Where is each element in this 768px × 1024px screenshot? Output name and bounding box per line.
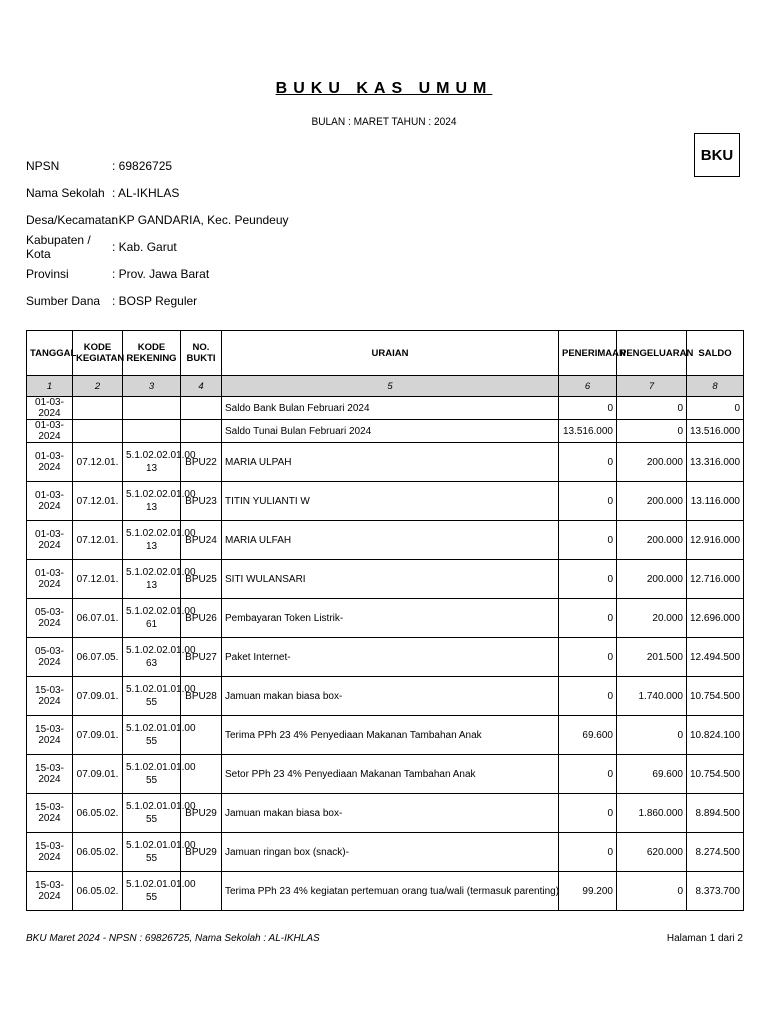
info-label: Provinsi (26, 266, 69, 281)
cell-no-bukti (181, 755, 222, 794)
rekening-code: 5.1.02.01.01.00 (126, 762, 196, 773)
cell-saldo: 13.116.000 (687, 482, 744, 521)
cell-pengeluaran: 20.000 (617, 599, 687, 638)
table-row (27, 833, 744, 872)
rekening-suffix: 13 (145, 502, 158, 513)
info-value: : Prov. Jawa Barat (112, 266, 210, 281)
info-row-regency (26, 233, 289, 260)
cell-penerimaan: 0 (559, 443, 617, 482)
cell-penerimaan: 0 (559, 755, 617, 794)
cell-uraian: Jamuan ringan box (snack)- (222, 833, 559, 872)
column-number: 5 (222, 376, 559, 397)
page-number: Halaman 1 dari 2 (666, 933, 743, 944)
footer-note: BKU Maret 2024 - NPSN : 69826725, Nama Sekolah : AL-IKHLAS (26, 933, 320, 944)
column-number: 8 (687, 376, 744, 397)
info-value: : AL-IKHLAS (112, 185, 180, 200)
rekening-code: 5.1.02.01.01.00 (126, 723, 196, 734)
cell-kode-kegiatan: 07.09.01. (73, 716, 123, 755)
info-label: Nama Sekolah (26, 185, 105, 200)
info-label: Kabupaten / Kota (26, 232, 91, 261)
rekening-suffix: 13 (145, 580, 158, 591)
cell-kode-kegiatan (73, 397, 123, 420)
cell-pengeluaran: 200.000 (617, 521, 687, 560)
cell-kode-rekening (123, 420, 181, 443)
cell-uraian: MARIA ULFAH (222, 521, 559, 560)
cell-uraian: Pembayaran Token Listrik- (222, 599, 559, 638)
cell-pengeluaran: 0 (617, 397, 687, 420)
rekening-suffix: 55 (145, 814, 158, 825)
rekening-suffix: 55 (145, 853, 158, 864)
cell-kode-rekening (123, 872, 196, 911)
cell-uraian: MARIA ULPAH (222, 443, 559, 482)
cell-penerimaan: 0 (559, 677, 617, 716)
header-kode-rekening: KODE REKENING (123, 331, 181, 376)
rekening-code: 5.1.02.02.01.00 (126, 489, 196, 500)
cell-no-bukti: BPU29 (181, 833, 222, 872)
cell-kode-kegiatan: 07.12.01. (73, 521, 123, 560)
cell-kode-kegiatan: 06.05.02. (73, 833, 123, 872)
info-row-school (26, 179, 289, 206)
cell-tanggal: 01-03-2024 (27, 420, 73, 443)
cell-penerimaan: 13.516.000 (559, 420, 617, 443)
cell-no-bukti: BPU26 (181, 599, 222, 638)
cell-saldo: 12.696.000 (687, 599, 744, 638)
cell-saldo: 13.516.000 (687, 420, 744, 443)
cell-tanggal: 01-03-2024 (27, 397, 73, 420)
cell-pengeluaran: 0 (617, 716, 687, 755)
table-row (27, 638, 744, 677)
cell-no-bukti (181, 872, 222, 911)
cell-kode-rekening (123, 833, 196, 872)
info-label: Desa/Kecamatan (26, 212, 119, 227)
cell-penerimaan: 0 (559, 833, 617, 872)
cell-pengeluaran: 69.600 (617, 755, 687, 794)
table-row (27, 755, 744, 794)
cell-tanggal: 15-03-2024 (27, 872, 73, 911)
cell-saldo: 8.274.500 (687, 833, 744, 872)
cell-no-bukti: BPU24 (181, 521, 222, 560)
cell-tanggal: 15-03-2024 (27, 794, 73, 833)
cell-saldo: 12.716.000 (687, 560, 744, 599)
table-row (27, 443, 744, 482)
cell-tanggal: 01-03-2024 (27, 521, 73, 560)
cell-pengeluaran: 201.500 (617, 638, 687, 677)
info-value: : BOSP Reguler (112, 293, 198, 308)
cell-no-bukti: BPU27 (181, 638, 222, 677)
info-row-npsn (26, 152, 289, 179)
rekening-code: 5.1.02.01.01.00 (126, 840, 196, 851)
cell-kode-rekening (123, 677, 196, 716)
cell-kode-kegiatan: 06.05.02. (73, 872, 123, 911)
cell-tanggal: 05-03-2024 (27, 599, 73, 638)
column-number: 7 (617, 376, 687, 397)
document-title: BUKU KAS UMUM (275, 80, 493, 97)
cell-saldo: 12.916.000 (687, 521, 744, 560)
cell-kode-kegiatan: 06.07.05. (73, 638, 123, 677)
info-label: NPSN (26, 158, 60, 173)
info-row-fund-source (26, 287, 289, 314)
cell-kode-kegiatan: 07.09.01. (73, 677, 123, 716)
cell-saldo: 12.494.500 (687, 638, 744, 677)
rekening-code: 5.1.02.01.01.00 (126, 879, 196, 890)
cell-kode-kegiatan: 07.12.01. (73, 443, 123, 482)
cell-penerimaan: 0 (559, 560, 617, 599)
cell-penerimaan: 0 (559, 599, 617, 638)
info-row-province (26, 260, 289, 287)
cell-tanggal: 01-03-2024 (27, 482, 73, 521)
rekening-suffix: 13 (145, 541, 158, 552)
cash-book-table (26, 330, 744, 911)
rekening-code: 5.1.02.02.01.00 (126, 645, 196, 656)
rekening-suffix: 61 (145, 619, 158, 630)
table-row (27, 794, 744, 833)
cell-penerimaan: 0 (559, 482, 617, 521)
info-value: : KP GANDARIA, Kec. Peundeuy (112, 212, 289, 227)
cell-saldo: 10.754.500 (687, 755, 744, 794)
table-row (27, 420, 744, 443)
column-number: 6 (559, 376, 617, 397)
cell-kode-kegiatan: 06.05.02. (73, 794, 123, 833)
rekening-code: 5.1.02.01.01.00 (126, 801, 196, 812)
rekening-suffix: 55 (145, 892, 158, 903)
cell-pengeluaran: 200.000 (617, 560, 687, 599)
cell-uraian: Setor PPh 23 4% Penyediaan Makanan Tambahan Anak (222, 755, 559, 794)
cell-pengeluaran: 1.740.000 (617, 677, 687, 716)
table-row (27, 397, 744, 420)
rekening-suffix: 55 (145, 697, 158, 708)
rekening-code: 5.1.02.02.01.00 (126, 528, 196, 539)
cell-pengeluaran: 0 (617, 872, 687, 911)
cell-uraian: Saldo Tunai Bulan Februari 2024 (222, 420, 559, 443)
column-number: 4 (181, 376, 222, 397)
cell-uraian: TITIN YULIANTI W (222, 482, 559, 521)
cell-tanggal: 15-03-2024 (27, 677, 73, 716)
cell-saldo: 8.894.500 (687, 794, 744, 833)
column-number: 3 (123, 376, 181, 397)
cell-kode-rekening (123, 397, 181, 420)
rekening-suffix: 63 (145, 658, 158, 669)
table-row (27, 716, 744, 755)
info-value: : 69826725 (112, 158, 173, 173)
cell-no-bukti (181, 716, 222, 755)
school-info (26, 152, 289, 314)
rekening-code: 5.1.02.02.01.00 (126, 567, 196, 578)
cell-no-bukti (181, 420, 222, 443)
cell-penerimaan: 0 (559, 638, 617, 677)
cell-no-bukti: BPU29 (181, 794, 222, 833)
table-row (27, 599, 744, 638)
bku-badge: BKU (694, 133, 740, 177)
header-penerimaan: PENERIMAAN (559, 331, 617, 376)
cell-pengeluaran: 200.000 (617, 482, 687, 521)
rekening-suffix: 55 (145, 775, 158, 786)
header-no-bukti: NO. BUKTI (181, 331, 222, 376)
cell-kode-rekening (123, 521, 196, 560)
cell-saldo: 10.754.500 (687, 677, 744, 716)
cell-penerimaan: 0 (559, 521, 617, 560)
cell-penerimaan: 99.200 (559, 872, 617, 911)
cell-tanggal: 01-03-2024 (27, 443, 73, 482)
cell-tanggal: 01-03-2024 (27, 560, 73, 599)
cell-kode-rekening (123, 638, 196, 677)
cell-no-bukti: BPU25 (181, 560, 222, 599)
document-subtitle: BULAN : MARET TAHUN : 2024 (311, 116, 457, 128)
table-row (27, 560, 744, 599)
cell-uraian: Jamuan makan biasa box- (222, 677, 559, 716)
cell-uraian: Jamuan makan biasa box- (222, 794, 559, 833)
cell-penerimaan: 69.600 (559, 716, 617, 755)
cell-saldo: 8.373.700 (687, 872, 744, 911)
cell-kode-kegiatan: 06.07.01. (73, 599, 123, 638)
rekening-code: 5.1.02.02.01.00 (126, 450, 196, 461)
cell-tanggal: 15-03-2024 (27, 833, 73, 872)
header-uraian: URAIAN (222, 331, 559, 376)
cell-penerimaan: 0 (559, 397, 617, 420)
rekening-suffix: 13 (145, 463, 158, 474)
cell-tanggal: 15-03-2024 (27, 716, 73, 755)
cell-pengeluaran: 620.000 (617, 833, 687, 872)
cell-kode-rekening (123, 794, 196, 833)
cell-kode-kegiatan: 07.12.01. (73, 482, 123, 521)
cell-uraian: Paket Internet- (222, 638, 559, 677)
cell-no-bukti: BPU22 (181, 443, 222, 482)
table-row (27, 677, 744, 716)
cell-uraian: Saldo Bank Bulan Februari 2024 (222, 397, 559, 420)
cell-penerimaan: 0 (559, 794, 617, 833)
cell-saldo: 0 (687, 397, 744, 420)
cell-uraian: Terima PPh 23 4% Penyediaan Makanan Tambahan Anak (222, 716, 559, 755)
table-row (27, 482, 744, 521)
cell-uraian: Terima PPh 23 4% kegiatan pertemuan orang tua/wali (termasuk parenting) (222, 872, 559, 911)
cell-uraian: SITI WULANSARI (222, 560, 559, 599)
cell-no-bukti: BPU23 (181, 482, 222, 521)
cell-kode-rekening (123, 443, 196, 482)
header-pengeluaran: PENGELUARAN (617, 331, 687, 376)
cell-kode-kegiatan: 07.09.01. (73, 755, 123, 794)
cell-no-bukti: BPU28 (181, 677, 222, 716)
cell-no-bukti (181, 397, 222, 420)
cell-saldo: 13.316.000 (687, 443, 744, 482)
cell-tanggal: 15-03-2024 (27, 755, 73, 794)
cell-kode-kegiatan: 07.12.01. (73, 560, 123, 599)
cell-pengeluaran: 1.860.000 (617, 794, 687, 833)
cell-kode-rekening (123, 755, 196, 794)
info-label: Sumber Dana (26, 293, 101, 308)
info-row-village (26, 206, 289, 233)
rekening-suffix: 55 (145, 736, 158, 747)
cell-kode-kegiatan (73, 420, 123, 443)
cell-pengeluaran: 200.000 (617, 443, 687, 482)
cell-kode-rekening (123, 482, 196, 521)
header-saldo: SALDO (687, 331, 744, 376)
rekening-code: 5.1.02.01.01.00 (126, 684, 196, 695)
table-row (27, 872, 744, 911)
cell-kode-rekening (123, 560, 196, 599)
info-value: : Kab. Garut (112, 239, 177, 254)
column-number: 2 (73, 376, 123, 397)
table-row (27, 521, 744, 560)
column-number: 1 (27, 376, 73, 397)
cell-saldo: 10.824.100 (687, 716, 744, 755)
cell-kode-rekening (123, 716, 196, 755)
rekening-code: 5.1.02.02.01.00 (126, 606, 196, 617)
header-kode-kegiatan: KODE KEGIATAN (73, 331, 123, 376)
cell-kode-rekening (123, 599, 196, 638)
cell-tanggal: 05-03-2024 (27, 638, 73, 677)
header-tanggal: TANGGAL (27, 331, 73, 376)
cell-pengeluaran: 0 (617, 420, 687, 443)
